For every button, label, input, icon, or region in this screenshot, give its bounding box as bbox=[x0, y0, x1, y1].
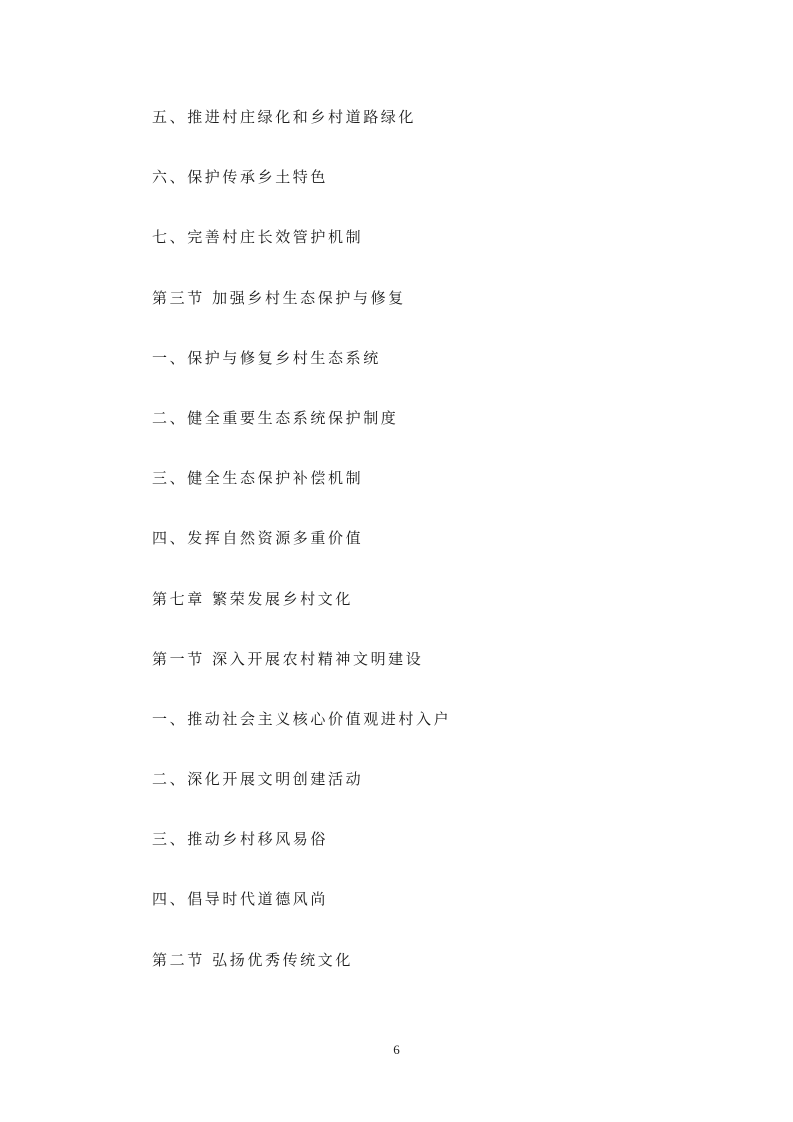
page-number: 6 bbox=[393, 1042, 400, 1057]
toc-entry-section-1b: 一、推动社会主义核心价值观进村入户 bbox=[152, 709, 452, 728]
toc-entry-section-7: 七、完善村庄长效管护机制 bbox=[152, 228, 364, 247]
table-of-contents bbox=[152, 105, 451, 1008]
toc-entry-section-5: 五、推进村庄绿化和乡村道路绿化 bbox=[152, 108, 417, 126]
toc-entry-part-2: 第二节 弘扬优秀传统文化 bbox=[152, 950, 353, 969]
toc-entry-section-6: 六、保护传承乡土特色 bbox=[152, 168, 329, 187]
toc-entry-section-2b: 二、深化开展文明创建活动 bbox=[152, 770, 364, 789]
toc-entry-section-3: 三、健全生态保护补偿机制 bbox=[152, 469, 364, 488]
toc-entry-section-2: 二、健全重要生态系统保护制度 bbox=[152, 408, 399, 427]
toc-entry-section-4: 四、发挥自然资源多重价值 bbox=[152, 529, 364, 548]
toc-entry-section-4b: 四、倡导时代道德风尚 bbox=[152, 890, 329, 909]
toc-entry-section-3b: 三、推动乡村移风易俗 bbox=[152, 830, 329, 849]
toc-entry-part-1: 第一节 深入开展农村精神文明建设 bbox=[152, 649, 424, 668]
toc-entry-chapter-7: 第七章 繁荣发展乡村文化 bbox=[152, 589, 353, 608]
toc-entry-part-3: 第三节 加强乡村生态保护与修复 bbox=[152, 288, 406, 307]
toc-entry-section-1: 一、保护与修复乡村生态系统 bbox=[152, 348, 381, 367]
